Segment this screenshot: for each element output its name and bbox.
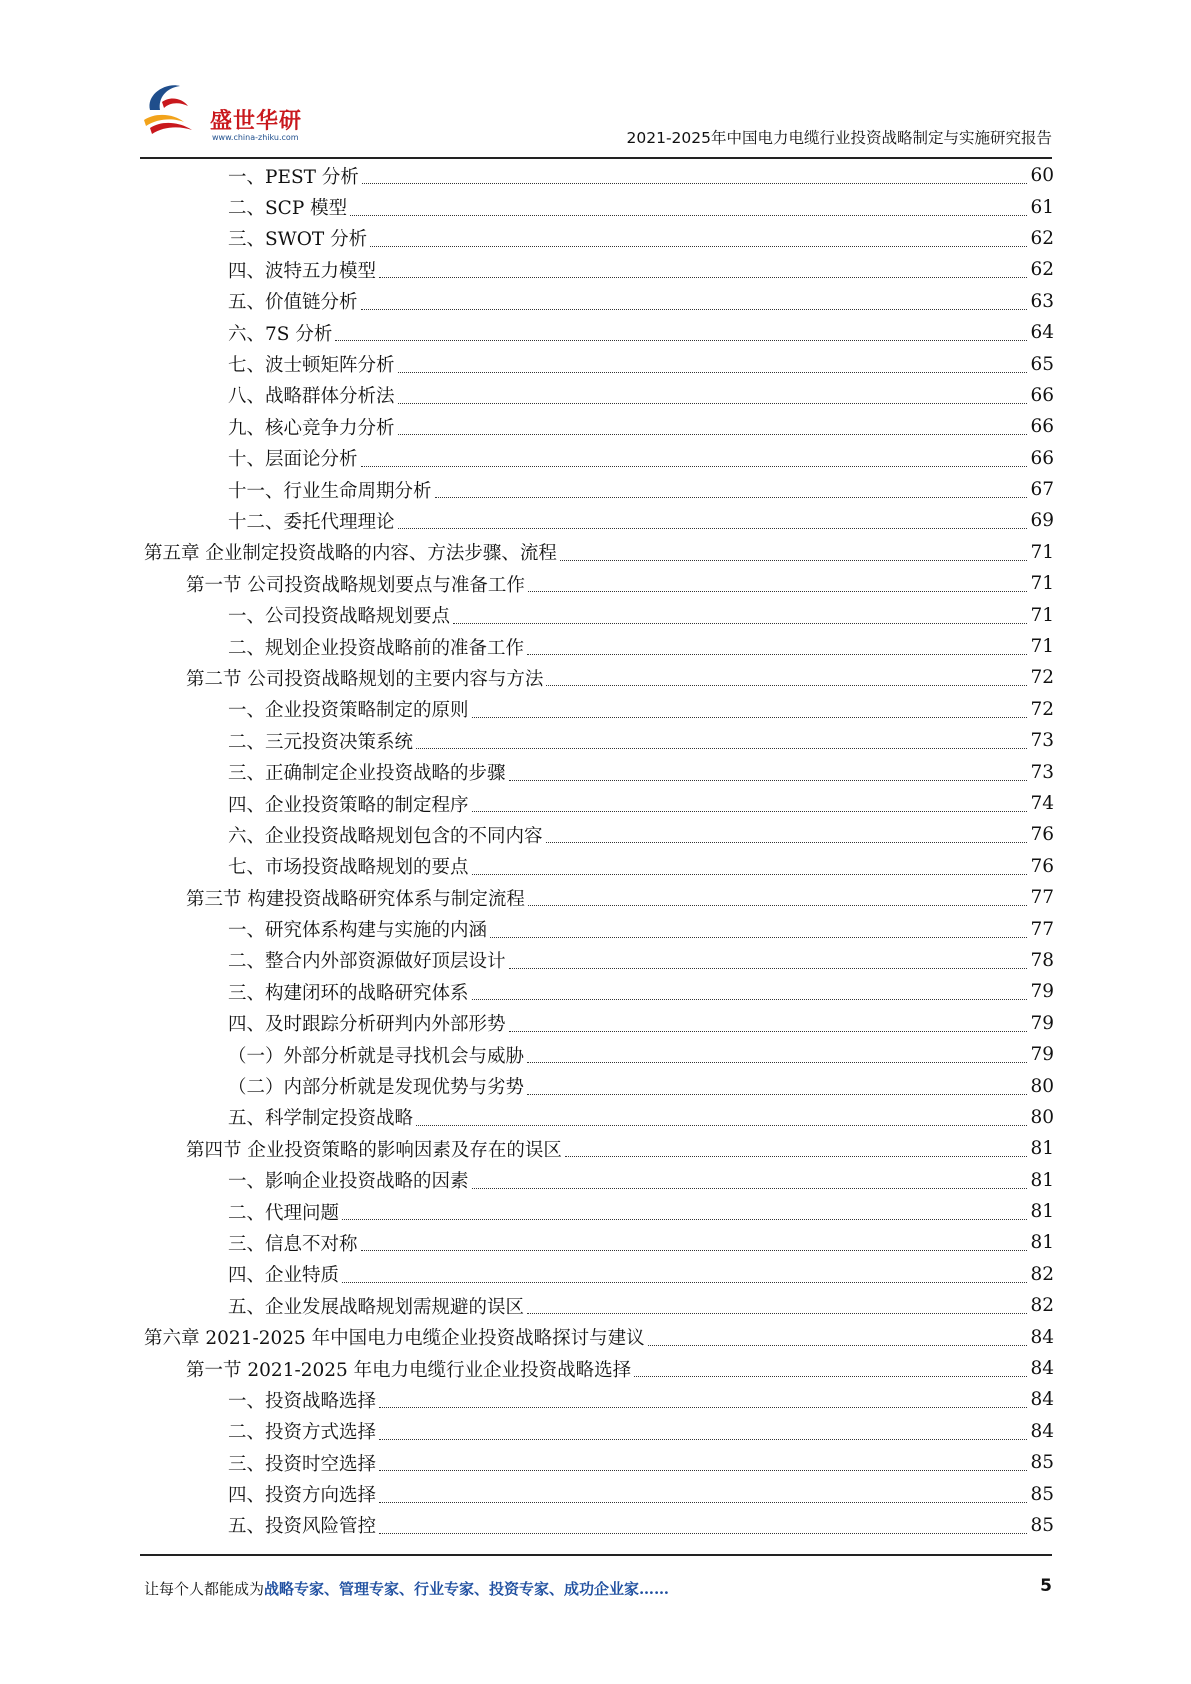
toc-leader-dots bbox=[379, 1407, 1027, 1408]
toc-entry-page: 71 bbox=[1030, 636, 1054, 658]
toc-leader-dots bbox=[398, 434, 1027, 435]
toc-leader-dots bbox=[361, 1250, 1027, 1251]
toc-entry[interactable] bbox=[144, 1416, 1054, 1447]
toc-entry-label: 四、企业特质 bbox=[228, 1265, 340, 1287]
toc-entry[interactable] bbox=[144, 819, 1054, 850]
toc-leader-dots bbox=[361, 309, 1027, 310]
toc-entry-label: 一、影响企业投资战略的因素 bbox=[228, 1171, 469, 1193]
toc-entry[interactable] bbox=[144, 1133, 1054, 1164]
toc-leader-dots bbox=[342, 1219, 1027, 1220]
toc-entry-label: 第一节 2021-2025 年电力电缆行业企业投资战略选择 bbox=[186, 1359, 632, 1381]
toc-entry-page: 66 bbox=[1030, 447, 1054, 469]
report-title: 2021-2025年中国电力电缆行业投资战略制定与实施研究报告 bbox=[626, 129, 1052, 147]
toc-entry[interactable] bbox=[144, 662, 1054, 693]
toc-entry[interactable] bbox=[144, 411, 1054, 442]
toc-entry-page: 66 bbox=[1030, 416, 1054, 438]
toc-entry-page: 62 bbox=[1030, 227, 1054, 249]
toc-entry-page: 80 bbox=[1030, 1106, 1054, 1128]
toc-entry-label: 七、波士顿矩阵分析 bbox=[228, 355, 395, 377]
toc-entry-page: 80 bbox=[1030, 1075, 1054, 1097]
toc-entry[interactable] bbox=[144, 1447, 1054, 1478]
toc-leader-dots bbox=[528, 591, 1027, 592]
toc-leader-dots bbox=[398, 403, 1027, 404]
toc-entry-page: 84 bbox=[1030, 1389, 1054, 1411]
toc-entry[interactable] bbox=[144, 1165, 1054, 1196]
toc-entry-label: 二、规划企业投资战略前的准备工作 bbox=[228, 637, 525, 659]
toc-entry-page: 62 bbox=[1030, 259, 1054, 281]
toc-leader-dots bbox=[379, 1533, 1027, 1534]
toc-leader-dots bbox=[546, 685, 1027, 686]
toc-entry-page: 71 bbox=[1030, 573, 1054, 595]
company-logo bbox=[140, 80, 320, 150]
toc-entry-page: 79 bbox=[1030, 1012, 1054, 1034]
toc-entry-page: 73 bbox=[1030, 730, 1054, 752]
toc-leader-dots bbox=[565, 1156, 1027, 1157]
toc-entry[interactable] bbox=[144, 191, 1054, 222]
toc-leader-dots bbox=[634, 1376, 1027, 1377]
header-divider bbox=[140, 157, 1052, 159]
toc-entry[interactable] bbox=[144, 474, 1054, 505]
toc-leader-dots bbox=[472, 1188, 1027, 1189]
toc-entry-page: 82 bbox=[1030, 1263, 1054, 1285]
toc-leader-dots bbox=[398, 372, 1027, 373]
toc-entry[interactable] bbox=[144, 443, 1054, 474]
toc-entry-page: 79 bbox=[1030, 981, 1054, 1003]
toc-entry-label: 八、战略群体分析法 bbox=[228, 386, 395, 408]
toc-entry-page: 84 bbox=[1030, 1358, 1054, 1380]
toc-entry-label: 三、正确制定企业投资战略的步骤 bbox=[228, 763, 506, 785]
toc-entry-page: 84 bbox=[1030, 1326, 1054, 1348]
toc-entry[interactable] bbox=[144, 380, 1054, 411]
toc-leader-dots bbox=[362, 183, 1027, 184]
toc-entry-label: 二、三元投资决策系统 bbox=[228, 731, 414, 753]
toc-entry-label: 四、企业投资策略的制定程序 bbox=[228, 794, 469, 816]
page-header bbox=[140, 80, 1052, 160]
toc-entry-label: 第六章 2021-2025 年中国电力电缆企业投资战略探讨与建议 bbox=[144, 1328, 645, 1350]
toc-entry-label: 二、整合内外部资源做好顶层设计 bbox=[228, 951, 506, 973]
toc-entry-label: 三、信息不对称 bbox=[228, 1233, 358, 1255]
toc-leader-dots bbox=[416, 748, 1027, 749]
toc-entry-label: 二、代理问题 bbox=[228, 1202, 340, 1224]
toc-entry-page: 63 bbox=[1030, 290, 1054, 312]
toc-entry[interactable] bbox=[144, 254, 1054, 285]
toc-leader-dots bbox=[528, 905, 1027, 906]
footer-slogan-lead: 让每个人都能成为 bbox=[144, 1580, 265, 1598]
toc-entry-label: 十一、行业生命周期分析 bbox=[228, 480, 432, 502]
toc-leader-dots bbox=[472, 999, 1027, 1000]
toc-leader-dots bbox=[648, 1345, 1027, 1346]
toc-entry[interactable] bbox=[144, 945, 1054, 976]
footer-divider bbox=[140, 1554, 1052, 1556]
logo-emblem-icon bbox=[140, 80, 212, 144]
toc-leader-dots bbox=[416, 1125, 1027, 1126]
toc-entry-label: 第二节 公司投资战略规划的主要内容与方法 bbox=[186, 668, 544, 690]
toc-entry-label: 十二、委托代理理论 bbox=[228, 511, 395, 533]
toc-entry-label: 一、研究体系构建与实施的内涵 bbox=[228, 920, 488, 942]
toc-entry-label: 九、核心竞争力分析 bbox=[228, 417, 395, 439]
toc-entry[interactable] bbox=[144, 1321, 1054, 1352]
toc-entry-label: 三、投资时空选择 bbox=[228, 1453, 377, 1475]
toc-entry[interactable] bbox=[144, 913, 1054, 944]
page-number: 5 bbox=[1040, 1576, 1052, 1596]
toc-entry-page: 78 bbox=[1030, 949, 1054, 971]
toc-entry-page: 81 bbox=[1030, 1201, 1054, 1223]
toc-entry-label: 一、PEST 分析 bbox=[228, 166, 359, 188]
toc-entry[interactable] bbox=[144, 694, 1054, 725]
toc-leader-dots bbox=[398, 528, 1027, 529]
toc-entry[interactable] bbox=[144, 599, 1054, 630]
toc-entry-page: 82 bbox=[1030, 1295, 1054, 1317]
toc-entry-label: 六、企业投资战略规划包含的不同内容 bbox=[228, 825, 543, 847]
toc-entry-label: 五、科学制定投资战略 bbox=[228, 1108, 414, 1130]
toc-entry-page: 81 bbox=[1030, 1232, 1054, 1254]
toc-entry-page: 81 bbox=[1030, 1169, 1054, 1191]
toc-entry-label: 第五章 企业制定投资战略的内容、方法步骤、流程 bbox=[144, 543, 557, 565]
toc-leader-dots bbox=[527, 1313, 1027, 1314]
toc-entry[interactable] bbox=[144, 348, 1054, 379]
logo-url: www.china-zhiku.com bbox=[212, 133, 299, 142]
toc-entry-label: 六、7S 分析 bbox=[228, 323, 333, 345]
toc-leader-dots bbox=[335, 340, 1027, 341]
toc-entry[interactable] bbox=[144, 1039, 1054, 1070]
toc-leader-dots bbox=[472, 811, 1027, 812]
toc-entry-page: 73 bbox=[1030, 761, 1054, 783]
toc-leader-dots bbox=[527, 1062, 1027, 1063]
toc-entry[interactable] bbox=[144, 1510, 1054, 1541]
toc-entry[interactable] bbox=[144, 223, 1054, 254]
toc-entry[interactable] bbox=[144, 1259, 1054, 1290]
toc-entry[interactable] bbox=[144, 851, 1054, 882]
toc-entry-label: 五、企业发展战略规划需规避的误区 bbox=[228, 1296, 525, 1318]
toc-entry-label: 第四节 企业投资策略的影响因素及存在的误区 bbox=[186, 1139, 562, 1161]
toc-leader-dots bbox=[509, 780, 1027, 781]
toc-entry-label: 五、投资风险管控 bbox=[228, 1516, 377, 1538]
toc-entry[interactable] bbox=[144, 1196, 1054, 1227]
toc-leader-dots bbox=[509, 1031, 1027, 1032]
toc-leader-dots bbox=[370, 246, 1027, 247]
toc-entry-page: 81 bbox=[1030, 1138, 1054, 1160]
toc-leader-dots bbox=[546, 842, 1027, 843]
toc-leader-dots bbox=[527, 654, 1027, 655]
toc-entry[interactable] bbox=[144, 537, 1054, 568]
toc-entry[interactable] bbox=[144, 317, 1054, 348]
toc-entry-label: 三、构建闭环的战略研究体系 bbox=[228, 982, 469, 1004]
page-footer bbox=[144, 1578, 1052, 1599]
toc-leader-dots bbox=[490, 937, 1027, 938]
toc-entry-page: 64 bbox=[1030, 322, 1054, 344]
toc-entry[interactable] bbox=[144, 1353, 1054, 1384]
footer-slogan-emphasis: 战略专家、管理专家、行业专家、投资专家、成功企业家…… bbox=[264, 1580, 670, 1598]
toc-leader-dots bbox=[379, 277, 1027, 278]
toc-leader-dots bbox=[361, 466, 1027, 467]
toc-entry-page: 74 bbox=[1030, 793, 1054, 814]
toc-entry-page: 72 bbox=[1030, 698, 1054, 720]
logo-name: 盛世华研 bbox=[210, 109, 303, 134]
toc-entry[interactable] bbox=[144, 1102, 1054, 1133]
toc-entry-page: 65 bbox=[1030, 353, 1054, 375]
toc-leader-dots bbox=[472, 874, 1027, 875]
toc-leader-dots bbox=[379, 1502, 1027, 1503]
toc-entry-page: 72 bbox=[1030, 667, 1054, 689]
toc-entry-label: 一、公司投资战略规划要点 bbox=[228, 606, 451, 628]
toc-entry[interactable] bbox=[144, 882, 1054, 913]
toc-entry-label: 一、企业投资策略制定的原则 bbox=[228, 700, 469, 722]
toc-entry[interactable] bbox=[144, 1384, 1054, 1415]
toc-entry-label: （二）内部分析就是发现优势与劣势 bbox=[228, 1077, 525, 1099]
toc-entry-page: 77 bbox=[1030, 887, 1054, 909]
toc-entry-page: 84 bbox=[1030, 1420, 1054, 1442]
toc-entry-label: 四、及时跟踪分析研判内外部形势 bbox=[228, 1014, 506, 1036]
toc-leader-dots bbox=[453, 623, 1027, 624]
toc-entry[interactable] bbox=[144, 725, 1054, 756]
toc-leader-dots bbox=[342, 1282, 1027, 1283]
toc-entry[interactable] bbox=[144, 505, 1054, 536]
toc-entry[interactable] bbox=[144, 1070, 1054, 1101]
toc-entry-label: 第三节 构建投资战略研究体系与制定流程 bbox=[186, 888, 525, 910]
toc-entry[interactable] bbox=[144, 286, 1054, 317]
toc-entry[interactable] bbox=[144, 976, 1054, 1007]
toc-entry-page: 71 bbox=[1030, 541, 1054, 563]
toc-leader-dots bbox=[350, 215, 1027, 216]
toc-entry-page: 77 bbox=[1030, 918, 1054, 940]
toc-entry[interactable] bbox=[144, 1227, 1054, 1258]
toc-entry-page: 79 bbox=[1030, 1044, 1054, 1066]
toc-leader-dots bbox=[509, 968, 1027, 969]
toc-entry[interactable] bbox=[144, 1008, 1054, 1039]
toc-entry[interactable] bbox=[144, 1290, 1054, 1321]
toc-entry-page: 71 bbox=[1030, 604, 1054, 626]
toc-entry[interactable] bbox=[144, 756, 1054, 787]
toc-entry-page: 85 bbox=[1030, 1483, 1054, 1505]
toc-entry-label: 四、投资方向选择 bbox=[228, 1485, 377, 1507]
toc-entry-label: （一）外部分析就是寻找机会与威胁 bbox=[228, 1045, 525, 1067]
toc-entry-label: 三、SWOT 分析 bbox=[228, 229, 368, 251]
toc-entry[interactable] bbox=[144, 1478, 1054, 1509]
toc-entry-page: 61 bbox=[1030, 196, 1054, 218]
toc-entry[interactable] bbox=[144, 631, 1054, 662]
toc-entry-page: 60 bbox=[1030, 165, 1054, 187]
toc-leader-dots bbox=[527, 1094, 1027, 1095]
toc-entry[interactable] bbox=[144, 788, 1054, 819]
toc-entry-page: 76 bbox=[1030, 855, 1054, 877]
toc-entry-page: 69 bbox=[1030, 510, 1054, 532]
toc-entry-page: 67 bbox=[1030, 479, 1054, 501]
toc-entry-label: 第一节 公司投资战略规划要点与准备工作 bbox=[186, 574, 525, 596]
toc-leader-dots bbox=[472, 717, 1027, 718]
toc-entry[interactable] bbox=[144, 568, 1054, 599]
toc-entry-label: 二、SCP 模型 bbox=[228, 198, 348, 220]
toc-entry-label: 一、投资战略选择 bbox=[228, 1390, 377, 1412]
toc-entry-label: 七、市场投资战略规划的要点 bbox=[228, 857, 469, 879]
toc-entry-page: 76 bbox=[1030, 824, 1054, 846]
table-of-contents bbox=[144, 160, 1054, 1541]
toc-leader-dots bbox=[379, 1439, 1027, 1440]
toc-entry[interactable] bbox=[144, 160, 1054, 191]
toc-entry-page: 66 bbox=[1030, 384, 1054, 406]
toc-leader-dots bbox=[379, 1470, 1027, 1471]
toc-entry-page: 85 bbox=[1030, 1452, 1054, 1474]
toc-entry-label: 十、层面论分析 bbox=[228, 449, 358, 471]
toc-entry-label: 五、价值链分析 bbox=[228, 292, 358, 314]
toc-leader-dots bbox=[560, 560, 1027, 561]
toc-entry-label: 二、投资方式选择 bbox=[228, 1422, 377, 1444]
toc-leader-dots bbox=[435, 497, 1027, 498]
toc-entry-page: 85 bbox=[1030, 1514, 1054, 1536]
toc-entry-label: 四、波特五力模型 bbox=[228, 260, 377, 282]
